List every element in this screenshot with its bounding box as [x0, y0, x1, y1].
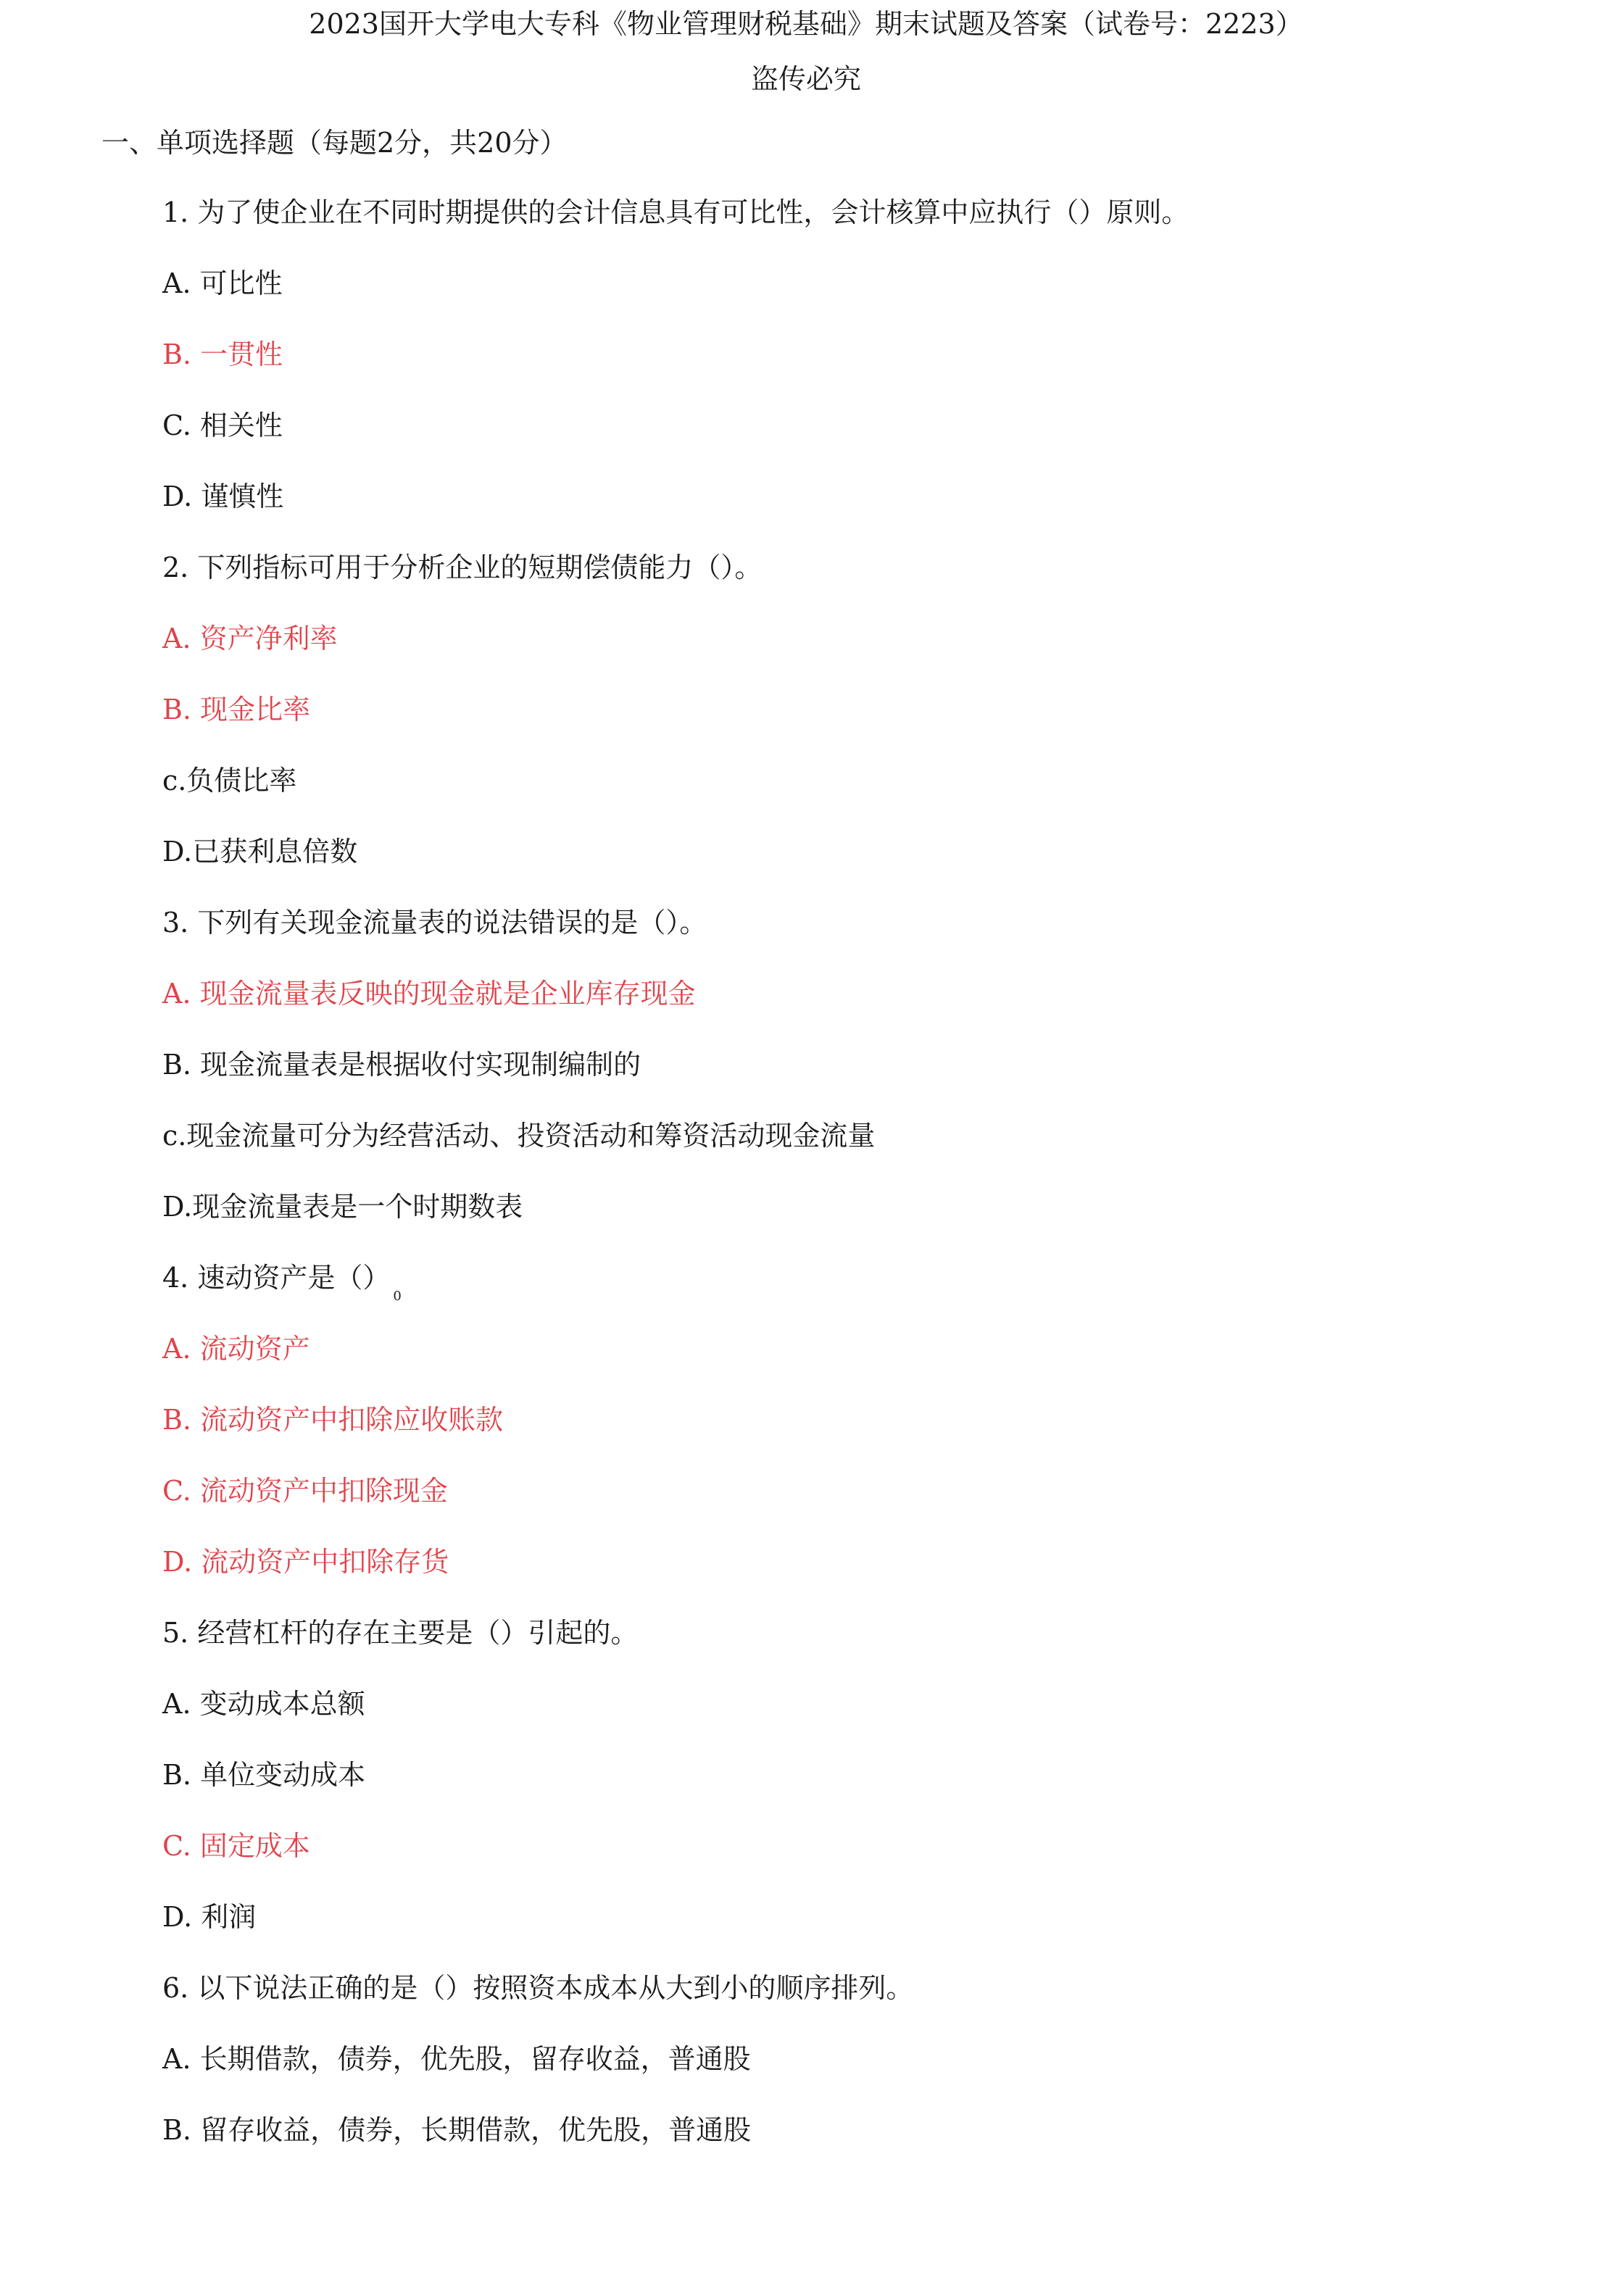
option-1c: C. 相关性: [162, 409, 283, 441]
section-heading: 一、单项选择题（每题2分，共20分）: [101, 127, 568, 159]
option-1b: B. 一贯性: [162, 338, 283, 370]
option-6b: B. 留存收益，债券，长期借款，优先股，普通股: [162, 2114, 752, 2146]
option-5d: D. 利润: [162, 1901, 257, 1933]
option-1a: A. 可比性: [162, 267, 283, 299]
option-6a: A. 长期借款，债券，优先股，留存收益，普通股: [162, 2043, 751, 2075]
option-2c: c.负债比率: [162, 765, 297, 796]
document-title: 2023国开大学电大专科《物业管理财税基础》期末试题及答案（试卷号：2223）: [309, 8, 1303, 40]
document-subtitle: 盗传必究: [750, 63, 861, 95]
option-5b: B. 单位变动成本: [162, 1759, 366, 1791]
option-1d: D. 谨慎性: [162, 481, 284, 512]
option-4b: B. 流动资产中扣除应收账款: [162, 1404, 504, 1436]
question-stem-4-suffix: 0: [393, 1289, 402, 1304]
question-stem-4-text: 4. 速动资产是（）: [162, 1262, 391, 1294]
question-stem-6: 6. 以下说法正确的是（）按照资本成本从大到小的顺序排列。: [162, 1972, 914, 2004]
question-stem-5: 5. 经营杠杆的存在主要是（）引起的。: [162, 1617, 639, 1649]
option-5c: C. 固定成本: [162, 1830, 310, 1862]
question-stem-3: 3. 下列有关现金流量表的说法错误的是（）。: [162, 907, 707, 939]
option-2d: D.已获利息倍数: [162, 836, 358, 868]
option-4a: A. 流动资产: [162, 1333, 310, 1365]
option-2a: A. 资产净利率: [162, 623, 338, 654]
option-4c: C. 流动资产中扣除现金: [162, 1475, 448, 1507]
question-stem-4: [162, 1260, 402, 1315]
option-5a: A. 变动成本总额: [162, 1688, 365, 1720]
option-3d: D.现金流量表是一个时期数表: [162, 1191, 523, 1223]
option-3b: B. 现金流量表是根据收付实现制编制的: [162, 1049, 641, 1081]
question-stem-2: 2. 下列指标可用于分析企业的短期偿债能力（）。: [162, 552, 763, 583]
option-2b: B. 现金比率: [162, 694, 311, 725]
option-3c: c.现金流量可分为经营活动、投资活动和筹资活动现金流量: [162, 1120, 876, 1152]
question-stem-1: 1. 为了使企业在不同时期提供的会计信息具有可比性，会计核算中应执行（）原则。: [162, 196, 1189, 228]
option-3a: A. 现金流量表反映的现金就是企业库存现金: [162, 978, 696, 1010]
option-4d: D. 流动资产中扣除存货: [162, 1546, 449, 1578]
